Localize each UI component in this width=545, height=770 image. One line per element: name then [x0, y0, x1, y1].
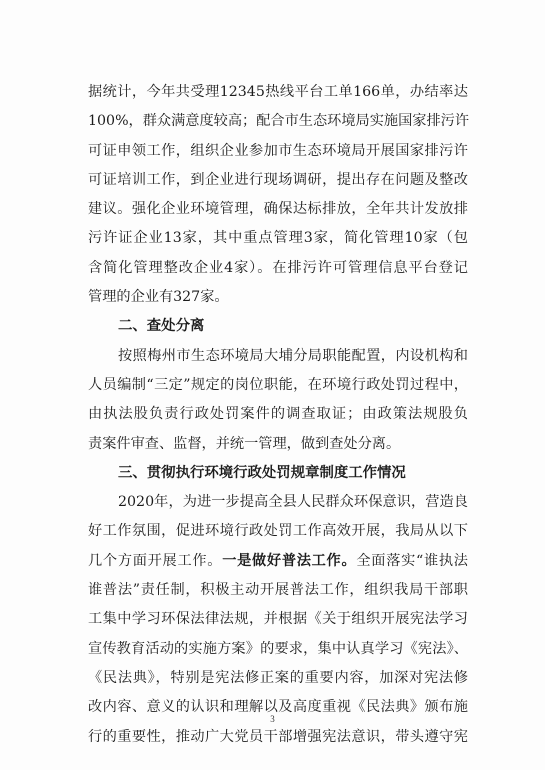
- paragraph-separation: [88, 342, 468, 459]
- text-line: 据统计，今年共受理12345热线平台工单166单，办结率达: [88, 84, 468, 100]
- text-line: 污许证企业13家，其中重点管理3家，简化管理10家（包: [88, 230, 468, 247]
- text-line: 由执法股负责行政处罚案件的调查取证；由政策法规股负: [88, 406, 468, 423]
- text-line: 谁普法”责任制，积极主动开展普法工作，组织我局干部职: [88, 582, 468, 599]
- text-line: 工集中学习环保法律法规，并根据《关于组织开展宪法学习: [88, 611, 468, 628]
- bold-phrase: 一是做好普法工作。: [222, 552, 357, 569]
- text-line: 建议。强化企业环境管理，确保达标排放，全年共计发放排: [88, 201, 468, 218]
- text-line: 按照梅州市生态环境局大埔分局职能配置，内设机构和: [118, 347, 468, 364]
- text-line: 责案件审查、监督，并统一管理，做到查处分离。: [88, 435, 401, 452]
- text-run: 几个方面开展工作。: [88, 552, 223, 569]
- text-line: 可证申领工作，组织企业参加市生态环境局开展国家排污许: [88, 142, 468, 159]
- text-line: 2020年，为进一步提高全县人民群众环保意识，营造良: [118, 494, 468, 511]
- text-line: 行的重要性，推动广大党员干部增强宪法意识，带头遵守宪: [88, 728, 468, 745]
- section-heading-separation: 二、查处分离: [118, 318, 205, 335]
- text-line: 可证培训工作，到企业进行现场调研，提出存在问题及整改: [88, 171, 468, 188]
- text-line: 《民法典》，特别是宪法修正案的重要内容，加深对宪法修: [88, 669, 468, 686]
- text-line: 好工作氛围，促进环境行政处罚工作高效开展，我局从以下: [88, 523, 468, 540]
- text-line: 宣传教育活动的实施方案》的要求，集中认真学习《宪法》、: [88, 640, 468, 657]
- text-line: 人员编制“三定”规定的岗位职能，在环境行政处罚过程中，: [88, 376, 468, 393]
- section-heading-regulations: 三、贯彻执行环境行政处罚规章制度工作情况: [118, 464, 406, 481]
- text-line-mixed: [88, 547, 468, 576]
- document-body: [88, 78, 468, 752]
- text-run: 全面落实“谁执法: [356, 552, 468, 569]
- text-line: 管理的企业有327家。: [88, 289, 229, 306]
- paragraph-regulations: [88, 488, 468, 752]
- paragraph-statistics: [88, 78, 468, 312]
- text-line: 含简化管理整改企业4家）。在排污许可管理信息平台登记: [88, 259, 468, 276]
- text-line: 改内容、意义的认识和理解以及高度重视《民法典》颁布施: [88, 699, 468, 716]
- text-line: 100%，群众满意度较高；配合市生态环境局实施国家排污许: [88, 113, 470, 130]
- page-number: 3: [270, 714, 275, 724]
